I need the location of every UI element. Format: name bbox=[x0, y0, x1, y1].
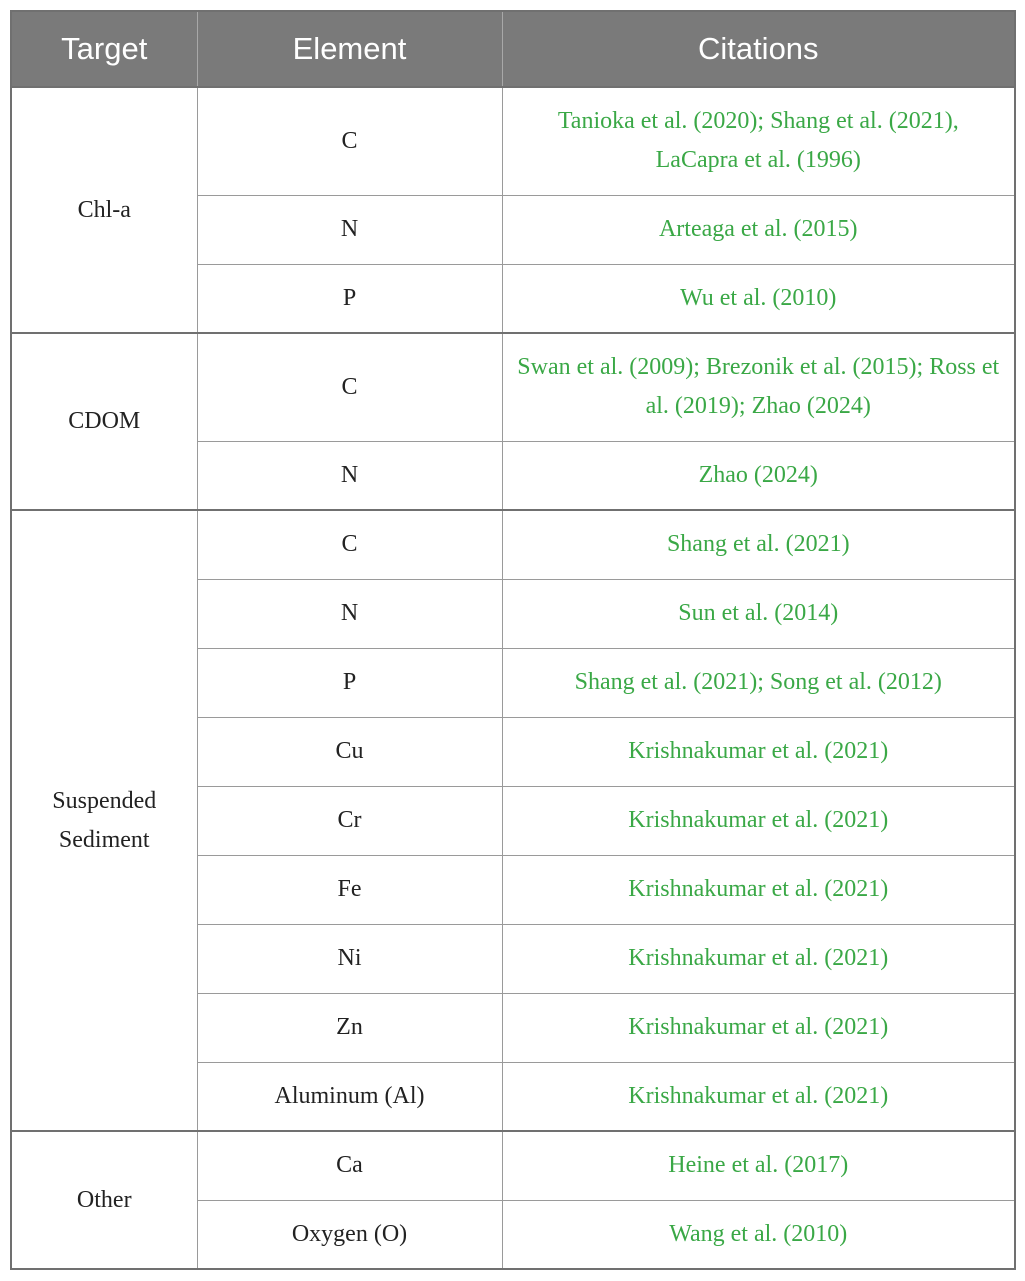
element-cell: P bbox=[197, 264, 502, 333]
element-cell: N bbox=[197, 579, 502, 648]
element-cell: C bbox=[197, 333, 502, 441]
element-cell: C bbox=[197, 510, 502, 579]
target-cell: Chl-a bbox=[11, 87, 197, 333]
header-row bbox=[11, 11, 1015, 87]
citation-link[interactable]: Krishnakumar et al. (2021) bbox=[502, 993, 1015, 1062]
element-cell: Oxygen (O) bbox=[197, 1200, 502, 1269]
citation-table bbox=[10, 10, 1016, 1270]
header-element: Element bbox=[197, 11, 502, 87]
element-cell: Cr bbox=[197, 786, 502, 855]
header-citations: Citations bbox=[502, 11, 1015, 87]
element-cell: Zn bbox=[197, 993, 502, 1062]
element-cell: Ni bbox=[197, 924, 502, 993]
header-target: Target bbox=[11, 11, 197, 87]
table-row bbox=[11, 1131, 1015, 1200]
target-cell: Other bbox=[11, 1131, 197, 1269]
table-row bbox=[11, 510, 1015, 579]
table-row bbox=[11, 333, 1015, 441]
element-cell: C bbox=[197, 87, 502, 195]
table-row bbox=[11, 87, 1015, 195]
element-cell: N bbox=[197, 441, 502, 510]
citation-link[interactable]: Tanioka et al. (2020); Shang et al. (2021), LaCapra et al. (1996) bbox=[502, 87, 1015, 195]
citation-link[interactable]: Arteaga et al. (2015) bbox=[502, 195, 1015, 264]
citation-link[interactable]: Shang et al. (2021) bbox=[502, 510, 1015, 579]
citation-link[interactable]: Krishnakumar et al. (2021) bbox=[502, 717, 1015, 786]
citation-link[interactable]: Sun et al. (2014) bbox=[502, 579, 1015, 648]
element-cell: Ca bbox=[197, 1131, 502, 1200]
citation-link[interactable]: Krishnakumar et al. (2021) bbox=[502, 786, 1015, 855]
citation-link[interactable]: Wang et al. (2010) bbox=[502, 1200, 1015, 1269]
element-cell: P bbox=[197, 648, 502, 717]
element-cell: N bbox=[197, 195, 502, 264]
citation-link[interactable]: Krishnakumar et al. (2021) bbox=[502, 1062, 1015, 1131]
element-cell: Aluminum (Al) bbox=[197, 1062, 502, 1131]
target-cell: Suspended Sediment bbox=[11, 510, 197, 1131]
element-cell: Fe bbox=[197, 855, 502, 924]
citation-link[interactable]: Shang et al. (2021); Song et al. (2012) bbox=[502, 648, 1015, 717]
element-cell: Cu bbox=[197, 717, 502, 786]
citation-link[interactable]: Wu et al. (2010) bbox=[502, 264, 1015, 333]
target-cell: CDOM bbox=[11, 333, 197, 510]
citation-link[interactable]: Krishnakumar et al. (2021) bbox=[502, 855, 1015, 924]
citation-link[interactable]: Krishnakumar et al. (2021) bbox=[502, 924, 1015, 993]
citation-link[interactable]: Heine et al. (2017) bbox=[502, 1131, 1015, 1200]
citation-link[interactable]: Zhao (2024) bbox=[502, 441, 1015, 510]
citation-link[interactable]: Swan et al. (2009); Brezonik et al. (2015); Ross et al. (2019); Zhao (2024) bbox=[502, 333, 1015, 441]
